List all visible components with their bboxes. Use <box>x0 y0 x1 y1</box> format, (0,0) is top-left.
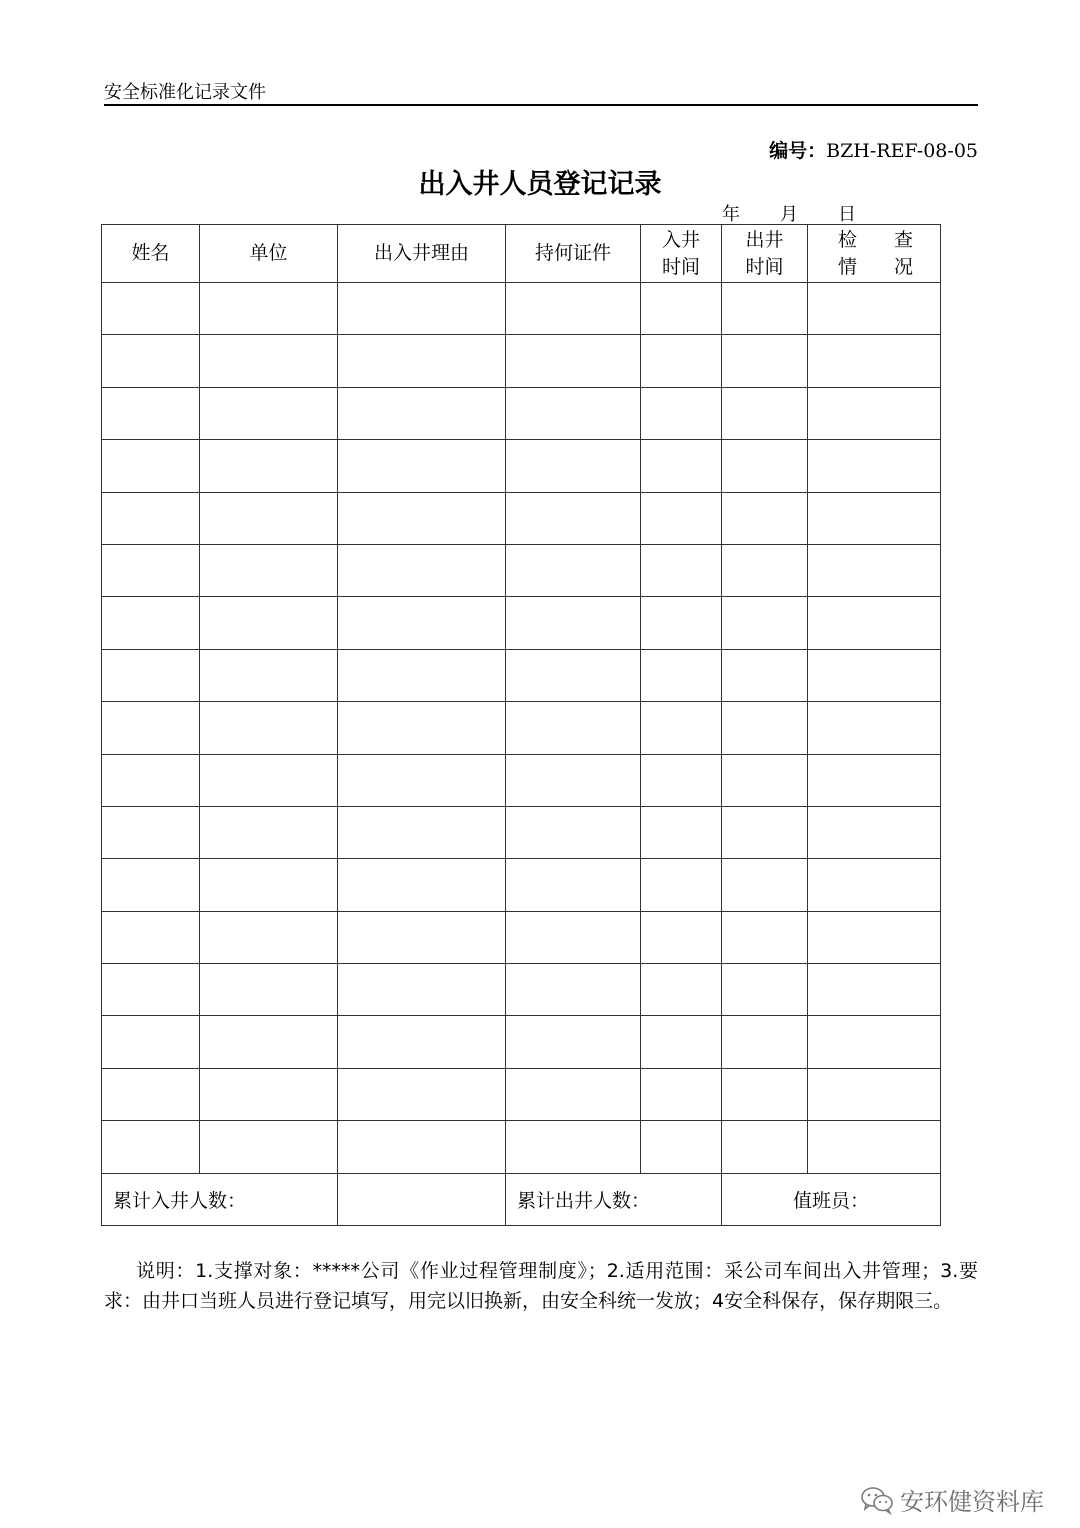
table-cell[interactable] <box>641 859 722 911</box>
table-cell[interactable] <box>641 1068 722 1120</box>
table-row <box>102 1068 941 1120</box>
table-cell[interactable] <box>808 1016 941 1068</box>
table-footer-row <box>102 1173 941 1225</box>
table-cell[interactable] <box>506 387 641 439</box>
table-cell[interactable] <box>102 440 200 492</box>
table-cell[interactable] <box>102 911 200 963</box>
table-cell[interactable] <box>722 964 808 1016</box>
table-cell[interactable] <box>808 440 941 492</box>
table-cell[interactable] <box>102 859 200 911</box>
table-cell[interactable] <box>200 492 338 544</box>
table-cell[interactable] <box>506 440 641 492</box>
header-check-1b: 查 <box>893 228 913 251</box>
header-reason: 出入井理由 <box>338 225 506 283</box>
table-cell[interactable] <box>338 754 506 806</box>
table-cell[interactable] <box>102 702 200 754</box>
table-cell[interactable] <box>808 283 941 335</box>
table-cell[interactable] <box>808 806 941 858</box>
table-row <box>102 702 941 754</box>
page-title: 出入井人员登记记录 <box>418 169 662 200</box>
table-cell[interactable] <box>506 702 641 754</box>
header-certificate: 持何证件 <box>506 225 641 283</box>
table-cell[interactable] <box>506 911 641 963</box>
table-cell[interactable] <box>506 544 641 596</box>
table-cell[interactable] <box>722 283 808 335</box>
table-cell[interactable] <box>722 649 808 701</box>
table-cell[interactable] <box>722 544 808 596</box>
header-check-line1 <box>808 227 940 254</box>
table-cell[interactable] <box>102 964 200 1016</box>
table-row <box>102 440 941 492</box>
document-code-value: BZH-REF-08-05 <box>826 140 978 162</box>
table-cell[interactable] <box>200 806 338 858</box>
header-name: 姓名 <box>102 225 200 283</box>
total-in-value-cell[interactable] <box>338 1173 506 1225</box>
table-cell[interactable] <box>200 859 338 911</box>
table-cell[interactable] <box>200 1068 338 1120</box>
table-cell[interactable] <box>641 283 722 335</box>
header-in-time <box>641 225 722 283</box>
table-cell[interactable] <box>808 387 941 439</box>
table-cell[interactable] <box>722 1068 808 1120</box>
table-cell[interactable] <box>641 1121 722 1173</box>
table-cell[interactable] <box>200 597 338 649</box>
table-cell[interactable] <box>338 859 506 911</box>
table-cell[interactable] <box>102 597 200 649</box>
header-text: 安全标准化记录文件 <box>104 82 266 103</box>
table-cell[interactable] <box>722 597 808 649</box>
table-cell[interactable] <box>641 440 722 492</box>
table-cell[interactable] <box>722 440 808 492</box>
table-cell[interactable] <box>200 1121 338 1173</box>
header-in-time-line2: 时间 <box>661 255 700 278</box>
table-cell[interactable] <box>200 1016 338 1068</box>
header-check-1a: 检 <box>838 228 858 251</box>
table-cell[interactable] <box>338 283 506 335</box>
table-row <box>102 911 941 963</box>
table-cell[interactable] <box>722 492 808 544</box>
table-cell[interactable] <box>102 387 200 439</box>
table-cell[interactable] <box>506 806 641 858</box>
table-cell[interactable] <box>641 911 722 963</box>
registration-table <box>101 224 941 1226</box>
header-check-2b: 况 <box>893 255 913 278</box>
table-cell[interactable] <box>200 649 338 701</box>
table-cell[interactable] <box>506 335 641 387</box>
header-out-time-line2: 时间 <box>745 255 784 278</box>
header-in-time-line1: 入井 <box>661 228 700 251</box>
table-cell[interactable] <box>722 335 808 387</box>
table-cell[interactable] <box>102 754 200 806</box>
watermark <box>860 1482 1044 1517</box>
header-check-2a: 情 <box>838 255 858 278</box>
table-cell[interactable] <box>641 597 722 649</box>
table-cell[interactable] <box>102 1121 200 1173</box>
table-cell[interactable] <box>200 335 338 387</box>
table-cell[interactable] <box>338 964 506 1016</box>
table-cell[interactable] <box>200 387 338 439</box>
table-cell[interactable] <box>200 544 338 596</box>
watermark-text: 安环健资料库 <box>900 1488 1044 1516</box>
table-cell[interactable] <box>808 1121 941 1173</box>
table-row <box>102 335 941 387</box>
document-code <box>769 136 978 163</box>
table-cell[interactable] <box>338 440 506 492</box>
table-cell[interactable] <box>722 702 808 754</box>
table-cell[interactable] <box>641 702 722 754</box>
header-rule <box>104 104 978 106</box>
table-cell[interactable] <box>338 1016 506 1068</box>
table-cell[interactable] <box>506 1068 641 1120</box>
table-cell[interactable] <box>102 492 200 544</box>
table-cell[interactable] <box>808 649 941 701</box>
table-row <box>102 544 941 596</box>
table-cell[interactable] <box>102 335 200 387</box>
table-cell[interactable] <box>808 859 941 911</box>
table-cell[interactable] <box>200 283 338 335</box>
table-cell[interactable] <box>722 387 808 439</box>
table-cell[interactable] <box>641 1016 722 1068</box>
table-cell[interactable] <box>200 440 338 492</box>
table-cell[interactable] <box>338 544 506 596</box>
table-cell[interactable] <box>641 387 722 439</box>
table-row <box>102 964 941 1016</box>
table-cell[interactable] <box>506 283 641 335</box>
table-row <box>102 492 941 544</box>
header-out-time-line1: 出井 <box>745 228 784 251</box>
date-day: 日 <box>838 204 856 225</box>
table-cell[interactable] <box>808 335 941 387</box>
table-row <box>102 597 941 649</box>
table-cell[interactable] <box>641 335 722 387</box>
total-in-label: 累计入井人数： <box>102 1173 338 1225</box>
document-code-label: 编号： <box>769 140 827 162</box>
table-row <box>102 387 941 439</box>
table-cell[interactable] <box>200 702 338 754</box>
header-out-time <box>722 225 808 283</box>
table-cell[interactable] <box>641 544 722 596</box>
table-cell[interactable] <box>338 702 506 754</box>
table-cell[interactable] <box>641 964 722 1016</box>
duty-officer-label: 值班员： <box>722 1173 941 1225</box>
table-cell[interactable] <box>338 911 506 963</box>
table-cell[interactable] <box>641 806 722 858</box>
table-row <box>102 754 941 806</box>
table-cell[interactable] <box>102 544 200 596</box>
header-check <box>808 225 941 283</box>
table-cell[interactable] <box>102 649 200 701</box>
table-cell[interactable] <box>338 335 506 387</box>
table-cell[interactable] <box>641 492 722 544</box>
table-cell[interactable] <box>808 597 941 649</box>
table-cell[interactable] <box>338 387 506 439</box>
table-cell[interactable] <box>506 754 641 806</box>
table-header-row <box>102 225 941 283</box>
date-year: 年 <box>722 204 740 225</box>
table-cell[interactable] <box>200 754 338 806</box>
table-cell[interactable] <box>641 649 722 701</box>
table-cell[interactable] <box>722 859 808 911</box>
table-cell[interactable] <box>102 806 200 858</box>
table-row <box>102 806 941 858</box>
table-row <box>102 1121 941 1173</box>
table-cell[interactable] <box>506 1121 641 1173</box>
table-cell[interactable] <box>808 911 941 963</box>
table-cell[interactable] <box>722 911 808 963</box>
wechat-icon <box>860 1485 894 1515</box>
table-cell[interactable] <box>338 649 506 701</box>
table-cell[interactable] <box>722 806 808 858</box>
table-cell[interactable] <box>506 1016 641 1068</box>
table-cell[interactable] <box>808 544 941 596</box>
table-row <box>102 649 941 701</box>
table-cell[interactable] <box>808 964 941 1016</box>
header-check-line2 <box>808 254 940 281</box>
date-month: 月 <box>780 204 798 225</box>
table-cell[interactable] <box>200 964 338 1016</box>
table-cell[interactable] <box>506 492 641 544</box>
table-cell[interactable] <box>338 1068 506 1120</box>
table-cell[interactable] <box>338 1121 506 1173</box>
table-cell[interactable] <box>338 597 506 649</box>
table-cell[interactable] <box>102 283 200 335</box>
table-cell[interactable] <box>506 597 641 649</box>
table-cell[interactable] <box>200 911 338 963</box>
table-cell[interactable] <box>641 754 722 806</box>
table-cell[interactable] <box>102 1068 200 1120</box>
total-out-label: 累计出井人数： <box>506 1173 722 1225</box>
note-paragraph: 说明：1.支撑对象：*****公司《作业过程管理制度》；2.适用范围：采公司车间出入井管理；3.要求：由井口当班人员进行登记填写，用完以旧换新，由安全科统一发放；4安全科保存，保存期限三。 <box>104 1260 978 1312</box>
table-cell[interactable] <box>338 806 506 858</box>
table-cell[interactable] <box>506 964 641 1016</box>
table-cell[interactable] <box>808 702 941 754</box>
table-cell[interactable] <box>808 1068 941 1120</box>
table-cell[interactable] <box>506 649 641 701</box>
table-cell[interactable] <box>722 1016 808 1068</box>
table-cell[interactable] <box>808 754 941 806</box>
table-cell[interactable] <box>722 754 808 806</box>
table-cell[interactable] <box>722 1121 808 1173</box>
table-cell[interactable] <box>506 859 641 911</box>
table-row <box>102 283 941 335</box>
table-cell[interactable] <box>338 492 506 544</box>
table-cell[interactable] <box>102 1016 200 1068</box>
table-cell[interactable] <box>808 492 941 544</box>
table-row <box>102 1016 941 1068</box>
header-unit: 单位 <box>200 225 338 283</box>
table-row <box>102 859 941 911</box>
